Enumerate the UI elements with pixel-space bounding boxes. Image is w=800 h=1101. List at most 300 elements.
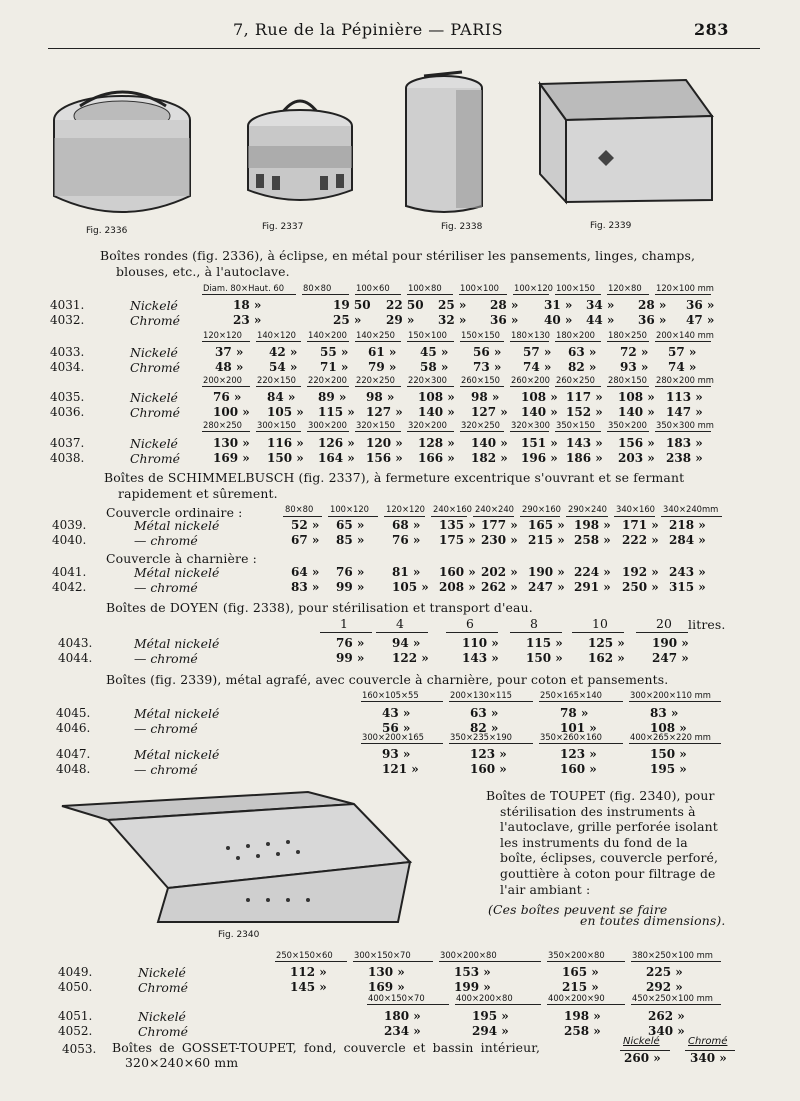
row-label: Nickelé [130, 390, 178, 405]
dim-header: 320×300 [511, 420, 550, 430]
price-cell: 160 » [560, 762, 597, 776]
dim-header: 350×235×190 [450, 732, 512, 742]
row-ref-number: 4046. [56, 721, 91, 735]
row-ref-number: 4039. [52, 518, 87, 532]
price-cell: 73 » [473, 360, 502, 374]
litre-underline [446, 632, 498, 633]
litre-header: 4 [396, 616, 405, 631]
dim-underline [655, 386, 711, 387]
dim-underline [431, 516, 467, 517]
price-cell: 143 » [566, 436, 603, 450]
dim-header: 290×160 [522, 504, 561, 514]
price-cell: 54 » [269, 360, 298, 374]
dim-header: 220×200 [308, 375, 347, 385]
price-cell: 42 » [269, 345, 298, 359]
dim-underline [384, 516, 425, 517]
price-cell: 262 » [481, 580, 518, 594]
price-cell: 222 » [622, 533, 659, 547]
dim-header: 120×120 [203, 330, 242, 340]
price-cell: 68 » [392, 518, 421, 532]
row-ref-number: 4051. [58, 1009, 93, 1023]
dim-underline [539, 701, 623, 702]
s5-note-line-1: (Ces boîtes peuvent se faire [488, 902, 668, 917]
dim-header: 100×120 [514, 283, 553, 293]
price-cell: 55 » [320, 345, 349, 359]
litre-header: 1 [340, 616, 349, 631]
price-cell: 294 » [472, 1024, 509, 1038]
price-cell: 292 » [646, 980, 683, 994]
price-cell: 171 » [622, 518, 659, 532]
dim-underline [202, 341, 250, 342]
price-cell: 22 50 [386, 298, 424, 312]
dim-underline [460, 431, 504, 432]
price-cell: 52 » [291, 518, 320, 532]
row-ref-number: 4032. [50, 313, 85, 327]
price-cell: 84 » [267, 390, 296, 404]
price-cell: 258 » [564, 1024, 601, 1038]
dim-header: 240×240 [475, 504, 514, 514]
price-cell: 110 » [462, 636, 499, 650]
dim-header: 180×250 [608, 330, 647, 340]
price-cell: 126 » [318, 436, 355, 450]
price-cell: 89 » [318, 390, 347, 404]
litre-underline [510, 632, 562, 633]
dim-header: 280×250 [203, 420, 242, 430]
dim-underline [607, 341, 649, 342]
price-cell: 98 » [366, 390, 395, 404]
price-cell: 162 » [588, 651, 625, 665]
row-label: Métal nickelé [134, 518, 220, 533]
row-label: Nickelé [130, 345, 178, 360]
litre-header: 6 [466, 616, 475, 631]
price-cell: 218 » [669, 518, 706, 532]
s6-text: Boîtes de GOSSET-TOUPET, fond, couvercle et bassin intérieur, [112, 1040, 541, 1055]
price-cell: 340 » [648, 1024, 685, 1038]
price-cell: 40 » [544, 313, 573, 327]
price-cell: 47 » [686, 313, 715, 327]
dim-header: 120×100 mm [656, 283, 714, 293]
price-cell: 83 » [650, 706, 679, 720]
price-cell: 315 » [669, 580, 706, 594]
price-cell: 113 » [666, 390, 703, 404]
price-cell: 28 » [490, 298, 519, 312]
price-cell: 190 » [528, 565, 565, 579]
price-cell: 31 » [544, 298, 573, 312]
price-cell: 94 » [392, 636, 421, 650]
dim-underline [355, 294, 401, 295]
price-cell: 238 » [666, 451, 703, 465]
row-label: Chromé [130, 313, 180, 328]
price-cell: 165 » [528, 518, 565, 532]
dim-header: 80×80 [303, 283, 332, 293]
dim-underline [520, 516, 560, 517]
dim-underline [353, 961, 433, 962]
row-ref-number: 4035. [50, 390, 85, 404]
dim-underline [407, 294, 453, 295]
price-cell: 203 » [618, 451, 655, 465]
price-cell: 156 » [618, 436, 655, 450]
row-ref-number: 4049. [58, 965, 93, 979]
price-cell: 195 » [472, 1009, 509, 1023]
dim-header: 220×150 [257, 375, 296, 385]
dim-header: 150×150 [461, 330, 500, 340]
dim-header: 320×150 [356, 420, 395, 430]
price-cell: 196 » [521, 451, 558, 465]
price-cell: 225 » [646, 965, 683, 979]
price-cell: 230 » [481, 533, 518, 547]
row-label: — chromé [134, 533, 198, 548]
dim-underline [631, 1004, 721, 1005]
price-cell: 82 » [470, 721, 499, 735]
price-cell: 36 » [638, 313, 667, 327]
price-cell: 202 » [481, 565, 518, 579]
dim-header: 400×200×80 [456, 993, 513, 1003]
dim-underline [631, 961, 721, 962]
row-ref-number: 4044. [58, 651, 93, 665]
dim-underline [460, 341, 504, 342]
price-cell: 63 » [470, 706, 499, 720]
dim-header: 100×150 [556, 283, 595, 293]
price-cell: 82 » [568, 360, 597, 374]
price-cell: 192 » [622, 565, 659, 579]
dim-header: 250×150×60 [276, 950, 333, 960]
price-cell: 147 » [666, 405, 703, 419]
litre-underline [636, 632, 688, 633]
dim-header: 350×150 [556, 420, 595, 430]
row-ref-number: 4041. [52, 565, 87, 579]
dim-underline [202, 386, 250, 387]
price-cell: 25 » [438, 298, 467, 312]
dim-underline [355, 341, 401, 342]
price-cell: 101 » [560, 721, 597, 735]
price-cell: 105 » [392, 580, 429, 594]
row-ref-number: 4045. [56, 706, 91, 720]
dim-header: 340×160 [616, 504, 655, 514]
price-cell: 115 » [526, 636, 563, 650]
price-cell: 85 » [336, 533, 365, 547]
price-cell: 99 » [336, 580, 365, 594]
header-rule [48, 48, 760, 49]
dim-header: 180×130 [511, 330, 550, 340]
price-cell: 164 » [318, 451, 355, 465]
fig-2340-caption: Fig. 2340 [218, 930, 260, 940]
dim-header: 100×80 [408, 283, 442, 293]
price-cell: 140 » [418, 405, 455, 419]
s6-chrome-value: 340 » [690, 1051, 727, 1065]
price-cell: 177 » [481, 518, 518, 532]
price-cell: 79 » [368, 360, 397, 374]
row-label: Chromé [130, 405, 180, 420]
price-cell: 56 » [382, 721, 411, 735]
dim-underline [555, 294, 601, 295]
price-cell: 108 » [521, 390, 558, 404]
price-cell: 108 » [650, 721, 687, 735]
dim-underline [307, 386, 349, 387]
litre-header: 8 [530, 616, 539, 631]
dim-underline [256, 386, 301, 387]
fig-2338-doyen-box-image [402, 66, 492, 220]
dim-underline [510, 386, 549, 387]
s5-desc-line: l'autoclave, grille perforée isolant [500, 819, 718, 835]
row-label: Chromé [138, 980, 188, 995]
price-cell: 61 » [368, 345, 397, 359]
price-cell: 125 » [588, 636, 625, 650]
s3-unit: litres. [688, 617, 726, 632]
fig-2339-cotton-box-image [536, 78, 716, 208]
price-cell: 243 » [669, 565, 706, 579]
dim-header: 320×200 [408, 420, 447, 430]
price-cell: 76 » [392, 533, 421, 547]
dim-underline [407, 431, 454, 432]
price-cell: 115 » [318, 405, 355, 419]
fig-2337-caption: Fig. 2337 [262, 222, 304, 232]
dim-underline [361, 743, 443, 744]
dim-header: 220×250 [356, 375, 395, 385]
row-label: Nickelé [138, 965, 186, 980]
dim-header: 300×200×165 [362, 732, 424, 742]
dim-underline [555, 341, 601, 342]
price-cell: 169 » [368, 980, 405, 994]
price-cell: 117 » [566, 390, 603, 404]
dim-underline [283, 516, 322, 517]
s5-note-line-2: en toutes dimensions). [580, 913, 726, 928]
dim-underline [407, 386, 454, 387]
price-cell: 128 » [418, 436, 455, 450]
dim-header: 140×120 [257, 330, 296, 340]
price-cell: 122 » [392, 651, 429, 665]
row-label: Chromé [138, 1024, 188, 1039]
row-ref-number: 4038. [50, 451, 85, 465]
price-cell: 140 » [618, 405, 655, 419]
dim-header: Diam. 80×Haut. 60 [203, 283, 285, 293]
dim-underline [460, 386, 504, 387]
price-cell: 215 » [562, 980, 599, 994]
price-cell: 28 » [638, 298, 667, 312]
price-cell: 175 » [439, 533, 476, 547]
dim-underline [328, 516, 378, 517]
dim-header: 400×265×220 mm [630, 732, 711, 742]
price-cell: 166 » [418, 451, 455, 465]
s5-desc-line: Boîtes de TOUPET (fig. 2340), pour [486, 788, 715, 803]
s6-nickele-value: 260 » [624, 1051, 661, 1065]
dim-header: 260×200 [511, 375, 550, 385]
price-cell: 152 » [566, 405, 603, 419]
dim-underline [607, 431, 649, 432]
price-cell: 127 » [471, 405, 508, 419]
price-cell: 135 » [439, 518, 476, 532]
price-cell: 186 » [566, 451, 603, 465]
price-cell: 182 » [471, 451, 508, 465]
row-label: Chromé [130, 360, 180, 375]
dim-underline [547, 1004, 625, 1005]
price-cell: 120 » [366, 436, 403, 450]
price-cell: 48 » [215, 360, 244, 374]
price-cell: 262 » [648, 1009, 685, 1023]
price-cell: 72 » [620, 345, 649, 359]
s2-title-cont: rapidement et sûrement. [118, 486, 278, 501]
dim-header: 260×150 [461, 375, 500, 385]
price-cell: 150 » [267, 451, 304, 465]
dim-underline [614, 516, 655, 517]
row-ref-number: 4043. [58, 636, 93, 650]
s3-title: Boîtes de DOYEN (fig. 2338), pour stérilisation et transport d'eau. [106, 600, 533, 615]
price-cell: 140 » [521, 405, 558, 419]
price-cell: 99 » [336, 651, 365, 665]
price-cell: 74 » [668, 360, 697, 374]
price-cell: 284 » [669, 533, 706, 547]
price-cell: 23 » [233, 313, 262, 327]
price-cell: 127 » [366, 405, 403, 419]
fig-2336-caption: Fig. 2336 [86, 226, 128, 236]
s6-header-chrome: Chromé [688, 1036, 728, 1047]
price-cell: 250 » [622, 580, 659, 594]
dim-header: 150×100 [408, 330, 447, 340]
dim-underline [307, 431, 349, 432]
price-cell: 64 » [291, 565, 320, 579]
row-ref-number: 4042. [52, 580, 87, 594]
price-cell: 63 » [568, 345, 597, 359]
price-cell: 150 » [650, 747, 687, 761]
row-ref-number: 4037. [50, 436, 85, 450]
s2-title: Boîtes de SCHIMMELBUSCH (fig. 2337), à fermeture excentrique s'ouvrant et se fermant [104, 470, 685, 485]
price-cell: 151 » [521, 436, 558, 450]
dim-header: 350×300 mm [656, 420, 714, 430]
price-cell: 160 » [439, 565, 476, 579]
price-cell: 195 » [650, 762, 687, 776]
row-label: — chromé [134, 580, 198, 595]
dim-underline [256, 431, 301, 432]
dim-underline [455, 1004, 541, 1005]
price-cell: 116 » [267, 436, 304, 450]
dim-header: 380×250×100 mm [632, 950, 713, 960]
dim-header: 100×60 [356, 283, 390, 293]
litre-underline [320, 632, 372, 633]
dim-header: 400×200×90 [548, 993, 605, 1003]
dim-header: 140×250 [356, 330, 395, 340]
row-ref-number: 4048. [56, 762, 91, 776]
dim-header: 200×130×115 [450, 690, 512, 700]
s6-dimensions: 320×240×60 mm [125, 1055, 239, 1070]
dim-header: 120×80 [608, 283, 642, 293]
dim-header: 350×200 [608, 420, 647, 430]
price-cell: 130 » [213, 436, 250, 450]
price-cell: 19 50 [333, 298, 371, 312]
dim-header: 140×200 [308, 330, 347, 340]
row-label: Nickelé [138, 1009, 186, 1024]
dim-header: 260×250 [556, 375, 595, 385]
dim-underline [275, 961, 347, 962]
price-cell: 43 » [382, 706, 411, 720]
dim-header: 300×200×80 [440, 950, 497, 960]
price-cell: 150 » [526, 651, 563, 665]
s6-header-nickele: Nickelé [623, 1036, 660, 1047]
row-label: Métal nickelé [134, 565, 220, 580]
dim-header: 400×150×70 [368, 993, 425, 1003]
price-cell: 121 » [382, 762, 419, 776]
fig-2338-caption: Fig. 2338 [441, 222, 483, 232]
dim-header: 200×200 [203, 375, 242, 385]
price-cell: 74 » [523, 360, 552, 374]
price-cell: 93 » [382, 747, 411, 761]
dim-header: 220×300 [408, 375, 447, 385]
price-cell: 198 » [574, 518, 611, 532]
dim-underline [655, 294, 711, 295]
price-cell: 130 » [368, 965, 405, 979]
price-cell: 112 » [290, 965, 327, 979]
price-cell: 25 » [333, 313, 362, 327]
price-cell: 57 » [668, 345, 697, 359]
price-cell: 108 » [418, 390, 455, 404]
price-cell: 83 » [291, 580, 320, 594]
dim-underline [473, 516, 514, 517]
s5-desc-line: l'air ambiant : [500, 881, 591, 897]
dim-underline [367, 1004, 449, 1005]
price-cell: 208 » [439, 580, 476, 594]
dim-header: 100×120 [330, 504, 369, 514]
row-label: Métal nickelé [134, 636, 220, 651]
dim-underline [510, 431, 549, 432]
s4-title: Boîtes (fig. 2339), métal agrafé, avec couvercle à charnière, pour coton et pansements. [106, 672, 669, 687]
s6-ref-number: 4053. [62, 1042, 97, 1056]
dim-header: 120×120 [386, 504, 425, 514]
dim-header: 250×165×140 [540, 690, 602, 700]
price-cell: 143 » [462, 651, 499, 665]
price-cell: 105 » [267, 405, 304, 419]
price-cell: 123 » [560, 747, 597, 761]
price-cell: 29 » [386, 313, 415, 327]
dim-underline [607, 386, 649, 387]
dim-underline [449, 743, 533, 744]
price-cell: 37 » [215, 345, 244, 359]
dim-underline [513, 294, 549, 295]
row-ref-number: 4036. [50, 405, 85, 419]
price-cell: 258 » [574, 533, 611, 547]
page-number: 283 [694, 20, 729, 39]
dim-header: 350×260×160 [540, 732, 602, 742]
s5-desc-line: boîte, éclipses, couvercle perforé, [500, 850, 719, 866]
litre-underline [376, 632, 428, 633]
dim-header: 80×80 [285, 504, 314, 514]
price-cell: 145 » [290, 980, 327, 994]
dim-header: 300×200 [308, 420, 347, 430]
dim-header: 300×150×70 [354, 950, 411, 960]
litre-header: 10 [592, 616, 609, 631]
dim-underline [566, 516, 608, 517]
dim-underline [547, 961, 625, 962]
row-ref-number: 4033. [50, 345, 85, 359]
dim-underline [407, 341, 454, 342]
dim-underline [449, 701, 533, 702]
price-cell: 190 » [652, 636, 689, 650]
s2-subtitle-ordinaire: Couvercle ordinaire : [106, 505, 243, 520]
price-cell: 81 » [392, 565, 421, 579]
price-cell: 153 » [454, 965, 491, 979]
price-cell: 100 » [213, 405, 250, 419]
row-ref-number: 4052. [58, 1024, 93, 1038]
dim-underline [202, 431, 250, 432]
dim-underline [555, 431, 601, 432]
price-cell: 215 » [528, 533, 565, 547]
price-cell: 169 » [213, 451, 250, 465]
price-cell: 291 » [574, 580, 611, 594]
dim-underline [539, 743, 623, 744]
row-ref-number: 4040. [52, 533, 87, 547]
price-cell: 32 » [438, 313, 467, 327]
dim-underline [202, 294, 296, 295]
row-label: Métal nickelé [134, 706, 220, 721]
dim-underline [459, 294, 507, 295]
s1-title-cont: blouses, etc., à l'autoclave. [116, 264, 290, 279]
